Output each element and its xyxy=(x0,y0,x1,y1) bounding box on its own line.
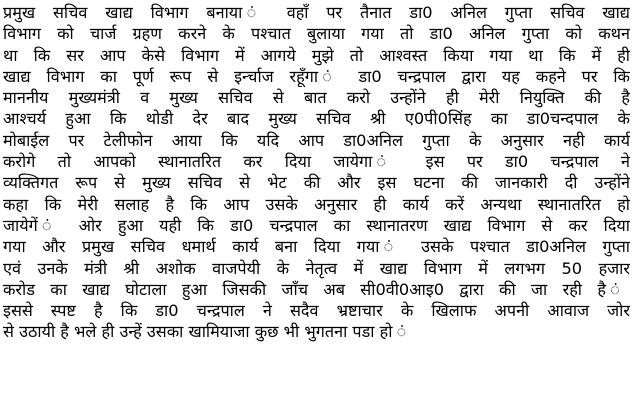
text-line: व्यक्तिगत रूप से मुख्य सचिव से भेट की और इस घटना की जानकारी दी उन्होंने xyxy=(3,173,630,193)
text-line: एवं उनके मंत्री श्री अशोक वाजपेयी के नेतृत्व में खाद्य विभाग में लगभग 50 हजार xyxy=(3,258,630,278)
text-line: जायेगें ं ओर हुआ यही कि डा0 चन्द्रपाल का स्थानातरण खाद्य विभाग से कर दिया xyxy=(3,215,630,235)
text-line: माननीय मुख्यमंत्री व मुख्य सचिव से बात करो उन्होंने ही मेरी नियुक्ति की है xyxy=(3,88,630,108)
text-line: गया और प्रमुख सचिव धमार्थ कार्य बना दिया गया ं उसके पश्चात डा0अनिल गुप्ता xyxy=(3,237,630,257)
text-line: इससे स्पष्ट है कि डा0 चन्द्रपाल ने सदैव भ्रष्टाचार के खिलाफ अपनी आवाज जोर xyxy=(3,301,630,321)
text-line: करोड का खाद्य घोटाला हुआ जिसकी जॉंच अब सी0वी0आइ0 द्वारा की जा रही है ं xyxy=(3,279,630,299)
text-line: मोबाईल पर टेलीफोन आया कि यदि आप डा0अनिल गुप्ता के अनुसार नही कार्य xyxy=(3,130,630,150)
text-line: था कि सर आप केसे विभाग में आगये मुझे तो आश्वस्त किया गया था कि में ही xyxy=(3,45,630,65)
text-line: प्रमुख सचिव खाद्य विभाग बनाया ं वहॉं पर तैनात डा0 अनिल गुप्ता सचिव खाद्य xyxy=(3,3,630,22)
text-line: विभाग को चार्ज ग्रहण करने के पश्चात बुलाया गया तो डा0 अनिल गुप्ता को कथन xyxy=(3,24,630,44)
text-line: कहा कि मेरी सलाह है कि आप उसके अनुसार ही कार्य करें अन्यथा स्थानातरित हो xyxy=(3,194,630,214)
text-line: से उठायी है भले ही उन्हें उसका खामियाजा कुछ भी भुगतना पडा हो ं xyxy=(3,322,407,342)
text-line: करोगे तो आपको स्थानातरित कर दिया जायेगा ं इस पर डा0 चन्द्रपाल ने xyxy=(3,152,630,172)
text-line: आश्चर्य हुआ कि थोडी देर बाद मुख्य सचिव श्री ए0पी0सिंह का डा0चन्दपाल के xyxy=(3,109,630,129)
text-line: खाद्य विभाग का पूर्ण रूप से इर्न्चाज रहूँगा ं डा0 चन्द्रपाल द्वारा यह कहने पर कि xyxy=(3,66,630,86)
